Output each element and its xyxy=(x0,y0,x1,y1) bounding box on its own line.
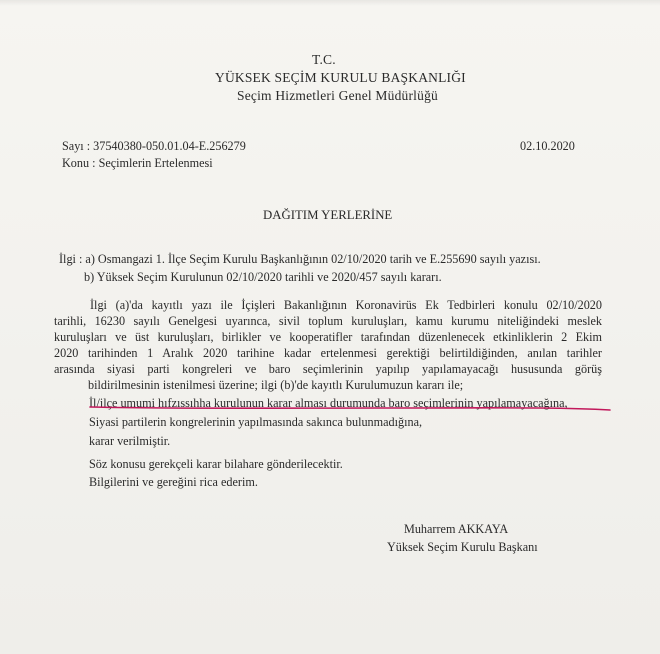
body-line-3: kuruluşları ve üst kuruluşları, birlikler ve kooperatifler tarafından düzenlenecek etkinliklerin 2 Ekim xyxy=(54,330,602,344)
decision-closing: karar verilmiştir. xyxy=(89,434,171,448)
header-department: Seçim Hizmetleri Genel Müdürlüğü xyxy=(237,88,438,103)
handwritten-underline xyxy=(88,396,614,412)
document-date: 02.10.2020 xyxy=(520,139,575,153)
reference-number: Sayı : 37540380-050.01.04-E.256279 xyxy=(62,139,246,153)
body-line-2: tarihli, 16230 sayılı Genelgesi uyarınca, sivil toplum kuruluşları, kamu kurumu niteliğindeki meslek xyxy=(54,314,602,328)
body-line-1: İlgi (a)'da kayıtlı yazı ile İçişleri Bakanlığının Koronavirüs Ek Tedbirleri konulu 02/10/2020 xyxy=(90,298,602,312)
signatory-title: Yüksek Seçim Kurulu Başkanı xyxy=(387,540,538,554)
body-line-6: bildirilmesinin istenilmesi üzerine; ilgi (b)'de kayıtlı Kurulumuzun kararı ile; xyxy=(88,378,464,392)
closing-line-2: Bilgilerini ve gereğini rica ederim. xyxy=(89,475,258,489)
subject-line: Konu : Seçimlerin Ertelenmesi xyxy=(62,156,213,170)
body-line-4: 2020 tarihinden 1 Aralık 2020 tarihine kadar ertelenmesi gerektiği belirtildiğinden, anılan tarihler xyxy=(54,346,602,360)
closing-line-1: Söz konusu gerekçeli karar bilahare gönderilecektir. xyxy=(89,457,343,471)
decision-party-congress: Siyasi partilerin kongrelerinin yapılmasında sakınca bulunmadığına, xyxy=(89,415,423,429)
header-tc: T.C. xyxy=(312,52,336,67)
decision-bar-elections: İl/ilçe umumi hıfzıssıhha kurulunun karar alması durumunda baro seçimlerinin yapılamayacağına, xyxy=(89,396,568,410)
distribution-title: DAĞITIM YERLERİNE xyxy=(263,208,393,222)
body-line-5: arasında siyasi parti kongreleri ve baro seçimlerinin yapılıp yapılamayacağı hususunda görüş xyxy=(54,362,602,376)
signatory-name: Muharrem AKKAYA xyxy=(404,522,509,536)
reference-b: b) Yüksek Seçim Kurulunun 02/10/2020 tarihli ve 2020/457 sayılı kararı. xyxy=(84,270,442,284)
header-institution: YÜKSEK SEÇİM KURULU BAŞKANLIĞI xyxy=(215,70,466,85)
reference-a: İlgi : a) Osmangazi 1. İlçe Seçim Kurulu Başkanlığının 02/10/2020 tarih ve E.255690 sayılı yazısı. xyxy=(59,252,541,266)
